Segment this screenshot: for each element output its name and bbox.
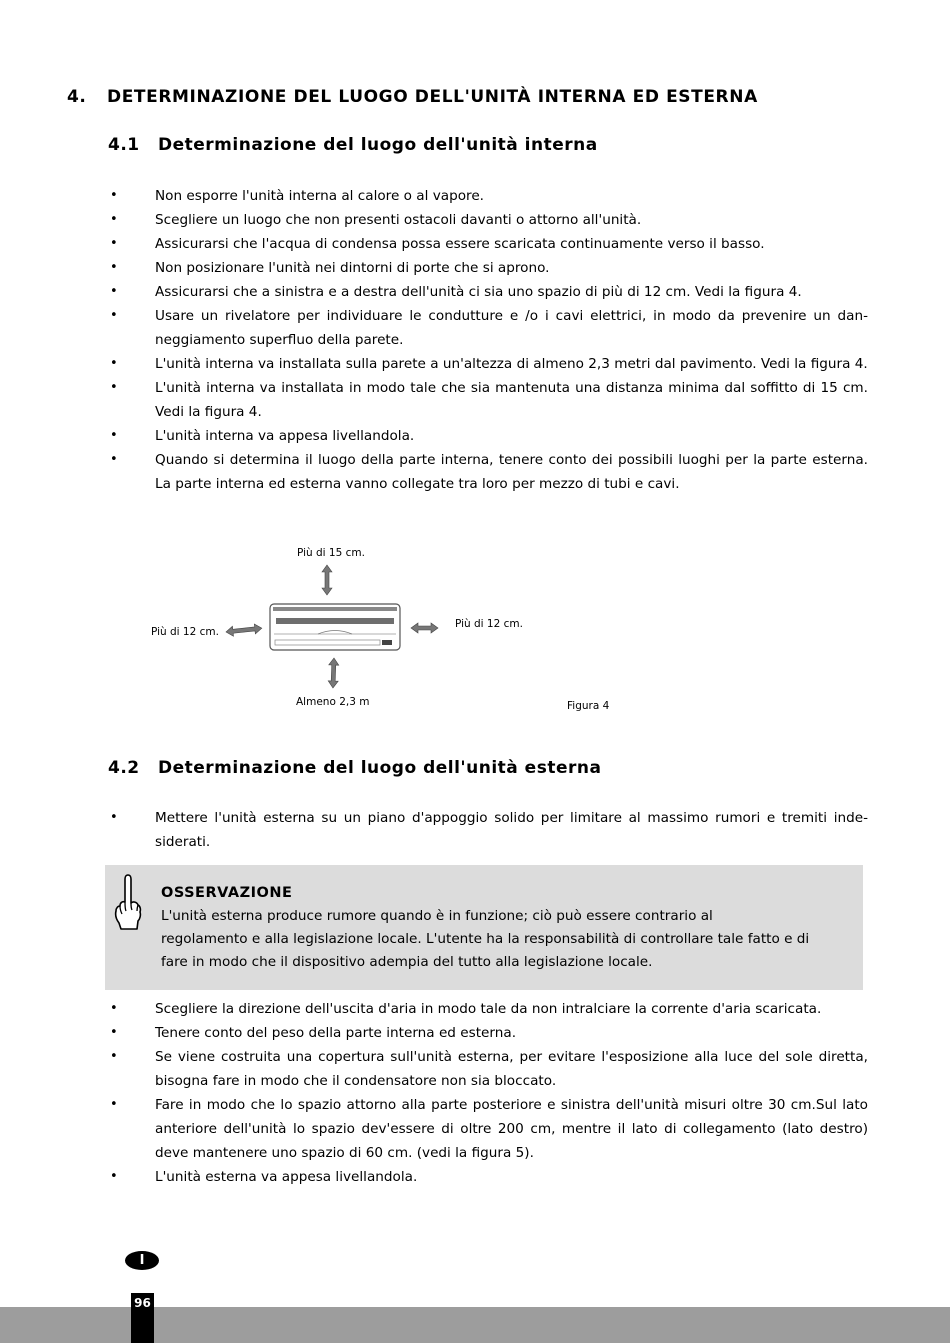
list-item: • Assicurarsi che l'acqua di condensa possa essere scaricata continuamente verso il basso. (108, 232, 868, 256)
figure-4 (140, 535, 640, 720)
bullet-icon: • (110, 308, 118, 323)
list-item: • Usare un rivelatore per individuare le condutture e /o i cavi elettrici, in modo da prevenire un danneggiamento superfluo della parete. (108, 304, 868, 352)
list-item: • Fare in modo che lo spazio attorno alla parte posteriore e sinistra dell'unità misuri oltre 30 cm.Sul lato anteriore dell'unità lo spazio dev'essere di oltre 200 cm, mentre il lato di collegamento (lato destro) deve mantenere uno spazio di 60 cm. (vedi la figura 5). (108, 1093, 868, 1165)
subsection-title: Determinazione del luogo dell'unità interna (158, 135, 598, 155)
section-heading (67, 87, 758, 107)
bullet-icon: • (110, 1001, 118, 1016)
list-item: • Non esporre l'unità interna al calore o al vapore. (108, 184, 868, 208)
bullet-icon: • (110, 428, 118, 443)
label-right-clearance: Più di 12 cm. (455, 618, 523, 630)
figure-4-drawing (140, 535, 640, 720)
list-item: • Assicurarsi che a sinistra e a destra dell'unità ci sia uno spazio di più di 12 cm. Vedi la figura 4. (108, 280, 868, 304)
arrow-left-right-icon (225, 623, 262, 637)
bullet-icon: • (110, 1025, 118, 1040)
subsection-title: Determinazione del luogo dell'unità esterna (158, 758, 602, 778)
bullet-icon: • (110, 260, 118, 275)
note-title: OSSERVAZIONE (161, 885, 293, 901)
air-conditioner-icon (270, 604, 400, 650)
bullet-icon: • (110, 356, 118, 371)
list-item: • Mettere l'unità esterna su un piano d'appoggio solido per limitare al massimo rumori e tremiti indesiderati. (108, 806, 868, 854)
bullet-icon: • (110, 236, 118, 251)
note-text: L'unità esterna produce rumore quando è in funzione; ciò può essere contrario al regolamento e alla legislazione locale. L'utente ha la responsabilità di controllare tale fatto e di fare in modo che il dispositivo adempia del tutto alla legislazione locale. (161, 908, 810, 970)
bullet-icon: • (110, 1049, 118, 1064)
page-number: 96 (131, 1293, 154, 1343)
bullet-icon: • (110, 810, 118, 825)
bullet-icon: • (110, 452, 118, 467)
list-item: • L'unità esterna va appesa livellandola. (108, 1165, 868, 1189)
figure-caption: Figura 4 (567, 700, 610, 712)
section-title: DETERMINAZIONE DEL LUOGO DELL'UNITÀ INTERNA ED ESTERNA (107, 87, 758, 107)
list-item: • L'unità interna va appesa livellandola. (108, 424, 868, 448)
list-item: • Scegliere un luogo che non presenti ostacoli davanti o attorno all'unità. (108, 208, 868, 232)
label-left-clearance: Più di 12 cm. (151, 626, 219, 638)
section-number: 4. (67, 87, 87, 107)
indoor-unit-bullet-list (108, 184, 868, 496)
bullet-icon: • (110, 1169, 118, 1184)
list-item: • L'unità interna va installata sulla parete a un'altezza di almeno 2,3 metri dal pavimento. Vedi la figura 4. (108, 352, 868, 376)
bullet-icon: • (110, 284, 118, 299)
subsection-number: 4.2 (108, 758, 140, 778)
bullet-icon: • (110, 212, 118, 227)
outdoor-unit-bullet-list-top (108, 806, 868, 854)
list-item: • Tenere conto del peso della parte interna ed esterna. (108, 1021, 868, 1045)
list-item: • Scegliere la direzione dell'uscita d'aria in modo tale da non intralciare la corrente d'aria scaricata. (108, 997, 868, 1021)
observation-note (105, 865, 863, 990)
language-badge: I (125, 1251, 159, 1270)
bullet-icon: • (110, 1097, 118, 1112)
label-top-clearance: Più di 15 cm. (297, 547, 365, 559)
list-item: • Quando si determina il luogo della parte interna, tenere conto dei possibili luoghi per la parte esterna. La parte interna ed esterna vanno collegate tra loro per mezzo di tubi e cavi. (108, 448, 868, 496)
subsection-heading-4-1 (108, 135, 598, 155)
list-item: • Se viene costruita una copertura sull'unità esterna, per evitare l'esposizione alla luce del sole diretta, bisogna fare in modo che il condensatore non sia bloccato. (108, 1045, 868, 1093)
label-bottom-clearance: Almeno 2,3 m (296, 696, 370, 708)
arrow-left-right-icon (411, 623, 438, 633)
list-item: • Non posizionare l'unità nei dintorni di porte che si aprono. (108, 256, 868, 280)
arrow-up-down-icon (328, 658, 339, 688)
subsection-heading-4-2 (108, 758, 601, 778)
outdoor-unit-bullet-list-bottom (108, 997, 868, 1189)
list-item: • L'unità interna va installata in modo tale che sia mantenuta una distanza minima dal soffitto di 15 cm. Vedi la figura 4. (108, 376, 868, 424)
subsection-number: 4.1 (108, 135, 140, 155)
arrow-up-down-icon (322, 565, 332, 595)
bullet-icon: • (110, 188, 118, 203)
bullet-icon: • (110, 380, 118, 395)
pointing-hand-icon (111, 871, 145, 935)
